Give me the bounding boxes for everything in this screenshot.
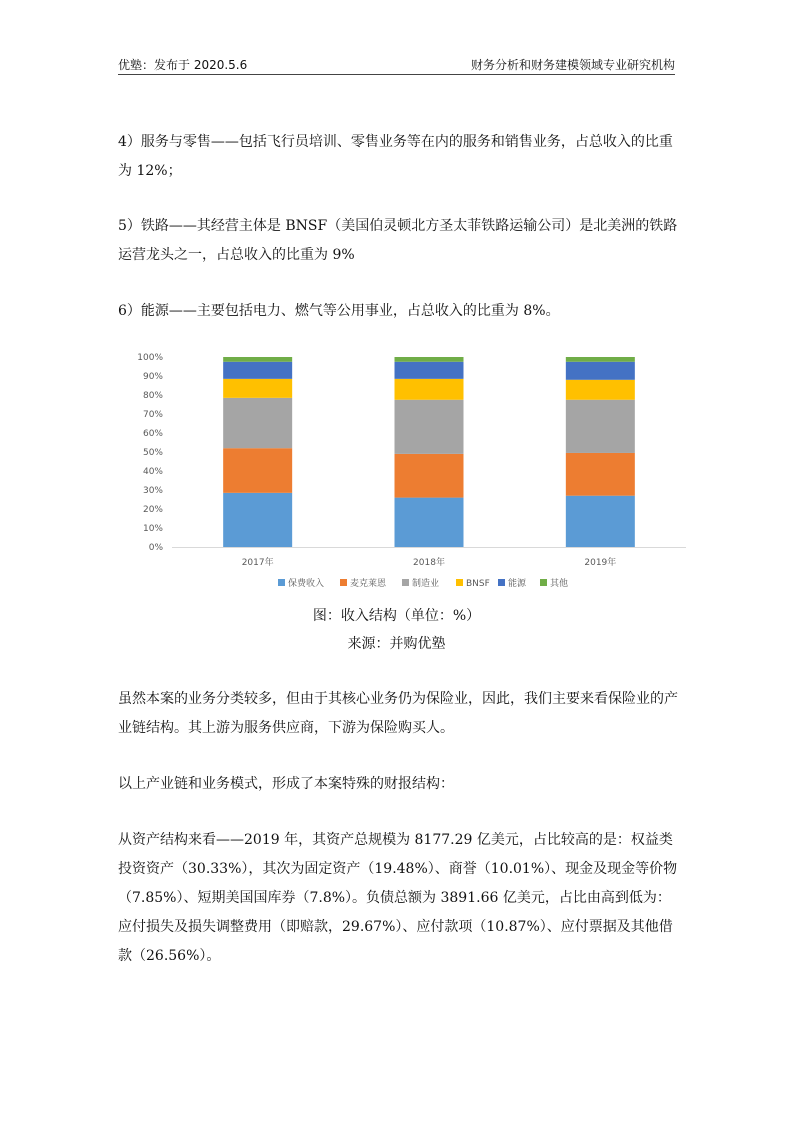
bar-segment [395, 498, 464, 547]
y-tick-label: 50% [142, 448, 163, 458]
legend-label: 保费收入 [288, 579, 325, 589]
chart-source: 来源：并购优塾 [347, 636, 446, 652]
header-divider [118, 74, 675, 75]
chart-caption: 图：收入结构（单位：%） [312, 608, 481, 624]
bar-segment [395, 400, 464, 454]
revenue-structure-chart [118, 340, 696, 600]
legend-swatch [278, 579, 285, 586]
paragraph-asset-structure: 从资产结构来看——2019 年，其资产总规模为 8177.29 亿美元，占比较高的是：权益类投资资产（30.33%），其次为固定资产（19.48%）、商誉（10.01%）、现金及现金等价物（7.85%）、短期美国国库券（7.8%）。负债总额为 3891.66 亿美元，占比由高到低为：应付损失及损失调整费用（即赔款，29.67%）、应付款项（10.87%）、应付票据及其他借款（26.56%）。 [118, 832, 678, 964]
y-tick-label: 10% [142, 524, 163, 534]
paragraph-service-retail: 4）服务与零售——包括飞行员培训、零售业务等在内的服务和销售业务，占总收入的比重为 12%； [118, 134, 673, 179]
paragraph-energy: 6）能源——主要包括电力、燃气等公用事业，占总收入的比重为 8%。 [118, 303, 560, 319]
legend-label: 麦克莱恩 [350, 579, 387, 589]
y-tick-label: 20% [142, 505, 163, 515]
chart-svg [118, 340, 696, 600]
legend-label: BNSF [466, 579, 490, 589]
bar-segment [223, 357, 292, 362]
legend-swatch [402, 579, 409, 586]
bar-segment [395, 454, 464, 498]
bar-segment [395, 379, 464, 400]
header-organization: 财务分析和财务建模领域专业研究机构 [470, 58, 675, 72]
legend-label: 其他 [550, 579, 569, 589]
header-publish-info: 优塾：发布于 2020.5.6 [118, 58, 248, 72]
y-tick-label: 100% [137, 353, 163, 363]
legend-label: 能源 [508, 579, 527, 589]
x-tick-label: 2019年 [584, 558, 617, 568]
legend-swatch [340, 579, 347, 586]
y-tick-label: 30% [142, 486, 163, 496]
bar-segment [395, 362, 464, 379]
y-tick-label: 60% [142, 429, 163, 439]
x-tick-label: 2017年 [241, 558, 274, 568]
paragraph-financial-structure: 以上产业链和业务模式，形成了本案特殊的财报结构： [118, 776, 454, 792]
legend-label: 制造业 [412, 579, 440, 589]
bar-segment [223, 379, 292, 398]
y-tick-label: 80% [142, 391, 163, 401]
y-tick-label: 40% [142, 467, 163, 477]
legend-swatch [540, 579, 547, 586]
bar-segment [566, 362, 635, 380]
bar-segment [395, 357, 464, 362]
legend-swatch [456, 579, 463, 586]
bar-segment [566, 496, 635, 547]
bar-segment [566, 400, 635, 453]
bar-segment [566, 380, 635, 400]
y-tick-label: 0% [148, 543, 163, 553]
bar-segment [223, 448, 292, 493]
paragraph-insurance-focus: 虽然本案的业务分类较多，但由于其核心业务仍为保险业，因此，我们主要来看保险业的产业链结构。其上游为服务供应商，下游为保险购买人。 [118, 691, 678, 736]
bar-segment [566, 357, 635, 362]
y-tick-label: 90% [142, 372, 163, 382]
x-tick-label: 2018年 [413, 558, 445, 568]
bar-segment [566, 453, 635, 496]
bar-segment [223, 493, 292, 547]
paragraph-railway: 5）铁路——其经营主体是 BNSF（美国伯灵顿北方圣太菲铁路运输公司）是北美洲的铁路运营龙头之一，占总收入的比重为 9% [118, 218, 678, 263]
legend-swatch [498, 579, 505, 586]
y-tick-label: 70% [142, 410, 163, 420]
bar-segment [223, 362, 292, 379]
bar-segment [223, 398, 292, 448]
